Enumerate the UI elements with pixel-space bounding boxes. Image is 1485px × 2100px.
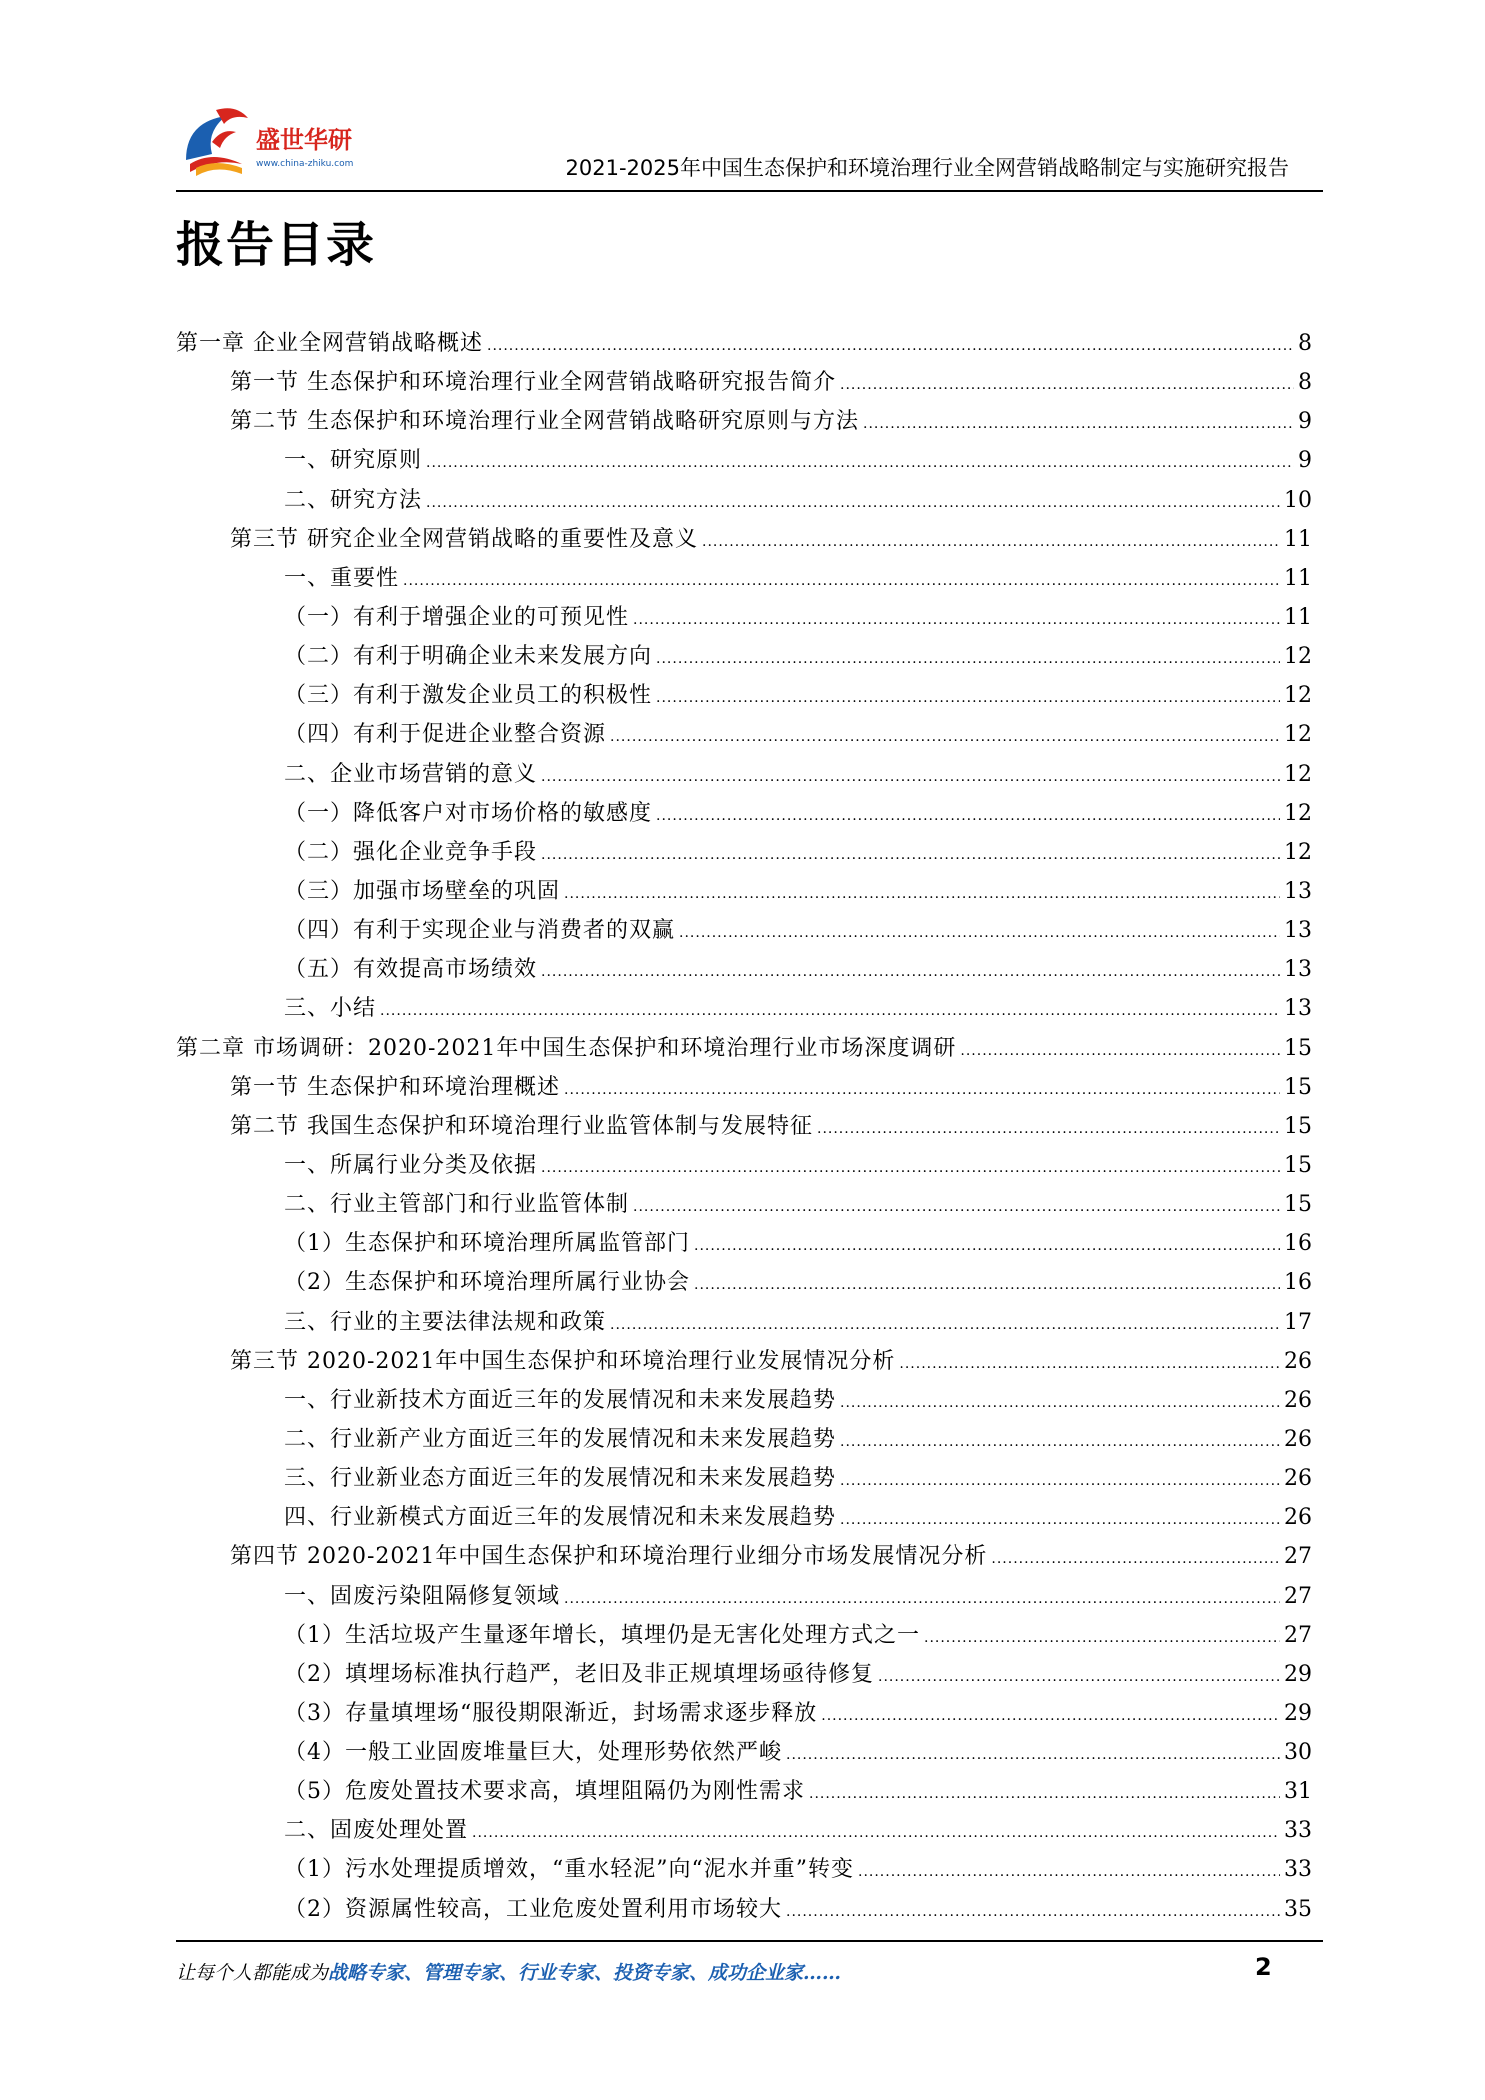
toc-entry-page: 12 [1284, 761, 1312, 787]
toc-entry-page: 12 [1284, 683, 1312, 709]
toc-entry-page: 26 [1284, 1466, 1312, 1492]
toc-entry-label: 二、研究方法 [284, 487, 423, 513]
toc-entry-page: 27 [1284, 1622, 1312, 1648]
toc-entry-label: 第三节 研究企业全网营销战略的重要性及意义 [230, 526, 698, 552]
toc-entry-page: 15 [1284, 1192, 1312, 1218]
page-title: 报告目录 [176, 217, 377, 273]
toc-entry-page: 33 [1284, 1818, 1312, 1844]
toc-entry[interactable] [176, 443, 1312, 482]
toc-entry-label: 一、固废污染阻隔修复领域 [284, 1583, 561, 1609]
footer-slogan [176, 1958, 841, 1985]
toc-entry-label: 第四节 2020-2021年中国生态保护和环境治理行业细分市场发展情况分析 [230, 1544, 988, 1570]
toc-entry[interactable] [176, 1070, 1312, 1109]
toc-entry-page: 35 [1284, 1896, 1312, 1922]
toc-dot-leader [610, 729, 1280, 745]
toc-dot-leader [426, 455, 1294, 471]
toc-entry-page: 33 [1284, 1857, 1312, 1883]
toc-dot-leader [899, 1356, 1280, 1372]
toc-dot-leader [821, 1708, 1280, 1724]
page-number: 2 [1255, 1953, 1272, 1981]
toc-dot-leader [541, 847, 1280, 863]
toc-entry-label: （五）有效提高市场绩效 [284, 957, 538, 983]
toc-entry[interactable] [176, 1305, 1312, 1344]
toc-entry[interactable] [176, 1539, 1312, 1578]
toc-entry[interactable] [176, 1892, 1312, 1931]
toc-entry-page: 8 [1298, 370, 1312, 396]
toc-dot-leader [426, 495, 1280, 511]
company-logo [176, 102, 386, 182]
toc-entry[interactable] [176, 1735, 1312, 1774]
toc-entry[interactable] [176, 717, 1312, 756]
toc-entry[interactable] [176, 600, 1312, 639]
toc-entry-page: 15 [1284, 1113, 1312, 1139]
toc-entry[interactable] [176, 913, 1312, 952]
toc-dot-leader [656, 690, 1280, 706]
toc-dot-leader [541, 769, 1280, 785]
toc-entry-label: （二）强化企业竞争手段 [284, 839, 538, 865]
toc-entry-page: 15 [1284, 1152, 1312, 1178]
toc-entry-page: 13 [1284, 918, 1312, 944]
toc-entry[interactable] [176, 991, 1312, 1030]
toc-entry[interactable] [176, 1422, 1312, 1461]
toc-entry-label: 二、行业新产业方面近三年的发展情况和未来发展趋势 [284, 1426, 837, 1452]
toc-entry[interactable] [176, 835, 1312, 874]
toc-entry[interactable] [176, 1696, 1312, 1735]
toc-dot-leader [694, 1238, 1280, 1254]
toc-entry-page: 26 [1284, 1426, 1312, 1452]
toc-entry-label: 三、小结 [284, 996, 377, 1022]
toc-entry[interactable] [176, 1852, 1312, 1891]
toc-entry-label: （二）有利于明确企业未来发展方向 [284, 644, 653, 670]
toc-entry-label: 一、重要性 [284, 565, 400, 591]
toc-entry-page: 13 [1284, 878, 1312, 904]
toc-entry[interactable] [176, 1148, 1312, 1187]
toc-entry-label: 第二章 市场调研：2020-2021年中国生态保护和环境治理行业市场深度调研 [176, 1035, 957, 1061]
toc-entry[interactable] [176, 678, 1312, 717]
toc-entry-page: 30 [1284, 1740, 1312, 1766]
toc-entry-label: 一、所属行业分类及依据 [284, 1152, 538, 1178]
toc-entry-label: （1）生活垃圾产生量逐年增长，填埋仍是无害化处理方式之一 [284, 1622, 920, 1648]
toc-dot-leader [656, 808, 1280, 824]
toc-entry[interactable] [176, 874, 1312, 913]
toc-entry[interactable] [176, 1657, 1312, 1696]
toc-entry-label: （四）有利于实现企业与消费者的双赢 [284, 918, 676, 944]
toc-entry[interactable] [176, 1383, 1312, 1422]
toc-entry[interactable] [176, 483, 1312, 522]
toc-entry-page: 11 [1284, 565, 1312, 591]
toc-entry[interactable] [176, 757, 1312, 796]
toc-entry[interactable] [176, 1774, 1312, 1813]
toc-dot-leader [809, 1786, 1280, 1802]
toc-dot-leader [924, 1630, 1280, 1646]
toc-dot-leader [858, 1864, 1280, 1880]
toc-entry-label: （一）降低客户对市场价格的敏感度 [284, 800, 653, 826]
toc-entry-label: （三）加强市场壁垒的巩固 [284, 878, 561, 904]
toc-entry-label: （2）生态保护和环境治理所属行业协会 [284, 1270, 690, 1296]
logo-emblem-icon [176, 102, 386, 182]
toc-entry[interactable] [176, 1109, 1312, 1148]
toc-entry-label: 第三节 2020-2021年中国生态保护和环境治理行业发展情况分析 [230, 1348, 896, 1374]
toc-entry-page: 31 [1284, 1779, 1312, 1805]
toc-entry-page: 12 [1284, 644, 1312, 670]
toc-dot-leader [840, 377, 1294, 393]
toc-entry-page: 16 [1284, 1231, 1312, 1257]
toc-entry-label: 二、行业主管部门和行业监管体制 [284, 1192, 630, 1218]
toc-entry-page: 13 [1284, 996, 1312, 1022]
toc-entry-page: 29 [1284, 1661, 1312, 1687]
toc-entry[interactable] [176, 1031, 1312, 1070]
toc-dot-leader [472, 1825, 1280, 1841]
toc-entry[interactable] [176, 404, 1312, 443]
toc-dot-leader [878, 1669, 1280, 1685]
toc-entry-page: 11 [1284, 604, 1312, 630]
toc-entry[interactable] [176, 522, 1312, 561]
toc-dot-leader [403, 573, 1280, 589]
toc-entry-label: 第一章 企业全网营销战略概述 [176, 331, 483, 356]
toc-entry-label: 第一节 生态保护和环境治理概述 [230, 1074, 560, 1100]
toc-dot-leader [840, 1395, 1280, 1411]
toc-dot-leader [840, 1434, 1280, 1450]
toc-entry-page: 10 [1284, 487, 1312, 513]
table-of-contents [176, 326, 1312, 1931]
toc-entry-label: 二、企业市场营销的意义 [284, 761, 538, 787]
header-divider [176, 190, 1323, 192]
toc-entry[interactable] [176, 639, 1312, 678]
toc-entry-label: 第二节 我国生态保护和环境治理行业监管体制与发展特征 [230, 1113, 813, 1139]
toc-entry-label: （4）一般工业固废堆量巨大，处理形势依然严峻 [284, 1740, 782, 1766]
toc-entry[interactable] [176, 952, 1312, 991]
toc-dot-leader [487, 338, 1294, 354]
toc-entry[interactable] [176, 1265, 1312, 1304]
toc-entry-label: （5）危废处置技术要求高，填埋阻隔仍为刚性需求 [284, 1779, 805, 1805]
toc-dot-leader [633, 1199, 1280, 1215]
toc-entry[interactable] [176, 1226, 1312, 1265]
toc-dot-leader [610, 1317, 1280, 1333]
toc-entry[interactable] [176, 1344, 1312, 1383]
toc-dot-leader [991, 1551, 1280, 1567]
report-header-title: 2021-2025年中国生态保护和环境治理行业全网营销战略制定与实施研究报告 [565, 156, 1289, 180]
toc-dot-leader [694, 1277, 1280, 1293]
toc-entry-label: 一、行业新技术方面近三年的发展情况和未来发展趋势 [284, 1387, 837, 1413]
toc-dot-leader [656, 651, 1280, 667]
toc-entry-page: 13 [1284, 957, 1312, 983]
toc-entry-label: （2）填埋场标准执行趋严，老旧及非正规填埋场亟待修复 [284, 1661, 874, 1687]
toc-dot-leader [633, 612, 1280, 628]
toc-entry-page: 9 [1298, 448, 1312, 474]
toc-entry-label: （3）存量填埋场“服役期限渐近，封场需求逐步释放 [284, 1700, 818, 1726]
toc-dot-leader [702, 534, 1280, 550]
toc-entry-label: 三、行业的主要法律法规和政策 [284, 1309, 607, 1335]
toc-dot-leader [679, 925, 1280, 941]
toc-dot-leader [541, 1160, 1280, 1176]
toc-entry-page: 27 [1284, 1583, 1312, 1609]
toc-dot-leader [960, 1043, 1280, 1059]
footer-divider [176, 1940, 1323, 1942]
toc-entry-label: 四、行业新模式方面近三年的发展情况和未来发展趋势 [284, 1505, 837, 1531]
toc-dot-leader [541, 964, 1280, 980]
logo-url: www.china-zhiku.com [256, 159, 354, 169]
toc-dot-leader [564, 1082, 1280, 1098]
footer-slogan-highlight: 战略专家、管理专家、行业专家、投资专家、成功企业家…… [328, 1962, 842, 1984]
toc-entry-label: 一、研究原则 [284, 448, 423, 474]
toc-entry-page: 8 [1298, 331, 1312, 356]
footer-slogan-prefix: 让每个人都能成为 [176, 1962, 329, 1984]
toc-entry[interactable] [176, 365, 1312, 404]
toc-entry-page: 9 [1298, 409, 1312, 435]
toc-entry-label: （1）生态保护和环境治理所属监管部门 [284, 1231, 690, 1257]
toc-entry-label: 第二节 生态保护和环境治理行业全网营销战略研究原则与方法 [230, 409, 859, 435]
toc-entry[interactable] [176, 796, 1312, 835]
logo-text: 盛世华研 [256, 126, 352, 154]
toc-dot-leader [380, 1003, 1280, 1019]
toc-entry-page: 15 [1284, 1074, 1312, 1100]
toc-entry[interactable] [176, 1500, 1312, 1539]
toc-entry-page: 26 [1284, 1348, 1312, 1374]
toc-entry-label: 三、行业新业态方面近三年的发展情况和未来发展趋势 [284, 1466, 837, 1492]
toc-entry[interactable] [176, 1813, 1312, 1852]
toc-entry-page: 11 [1284, 526, 1312, 552]
toc-entry-page: 26 [1284, 1505, 1312, 1531]
toc-entry-page: 12 [1284, 722, 1312, 748]
toc-dot-leader [840, 1512, 1280, 1528]
toc-entry[interactable] [176, 1187, 1312, 1226]
toc-entry-label: （三）有利于激发企业员工的积极性 [284, 683, 653, 709]
toc-entry-label: （2）资源属性较高，工业危废处置利用市场较大 [284, 1896, 782, 1922]
toc-entry[interactable] [176, 1579, 1312, 1618]
toc-entry-page: 12 [1284, 800, 1312, 826]
toc-entry[interactable] [176, 1618, 1312, 1657]
toc-entry[interactable] [176, 326, 1312, 365]
toc-entry-label: 第一节 生态保护和环境治理行业全网营销战略研究报告简介 [230, 370, 836, 396]
toc-entry-page: 16 [1284, 1270, 1312, 1296]
toc-entry-page: 27 [1284, 1544, 1312, 1570]
toc-dot-leader [564, 1591, 1280, 1607]
toc-entry-page: 12 [1284, 839, 1312, 865]
toc-entry[interactable] [176, 1461, 1312, 1500]
toc-entry-label: （四）有利于促进企业整合资源 [284, 722, 607, 748]
toc-dot-leader [817, 1121, 1280, 1137]
toc-entry-page: 29 [1284, 1700, 1312, 1726]
toc-entry-page: 15 [1284, 1035, 1312, 1061]
toc-dot-leader [840, 1473, 1280, 1489]
toc-entry-page: 26 [1284, 1387, 1312, 1413]
toc-entry[interactable] [176, 561, 1312, 600]
toc-dot-leader [863, 416, 1294, 432]
toc-dot-leader [786, 1904, 1280, 1920]
toc-dot-leader [564, 886, 1280, 902]
toc-entry-page: 17 [1284, 1309, 1312, 1335]
toc-entry-label: 二、固废处理处置 [284, 1818, 469, 1844]
toc-entry-label: （一）有利于增强企业的可预见性 [284, 604, 630, 630]
toc-entry-label: （1）污水处理提质增效，“重水轻泥”向“泥水并重”转变 [284, 1857, 854, 1883]
toc-dot-leader [786, 1747, 1280, 1763]
